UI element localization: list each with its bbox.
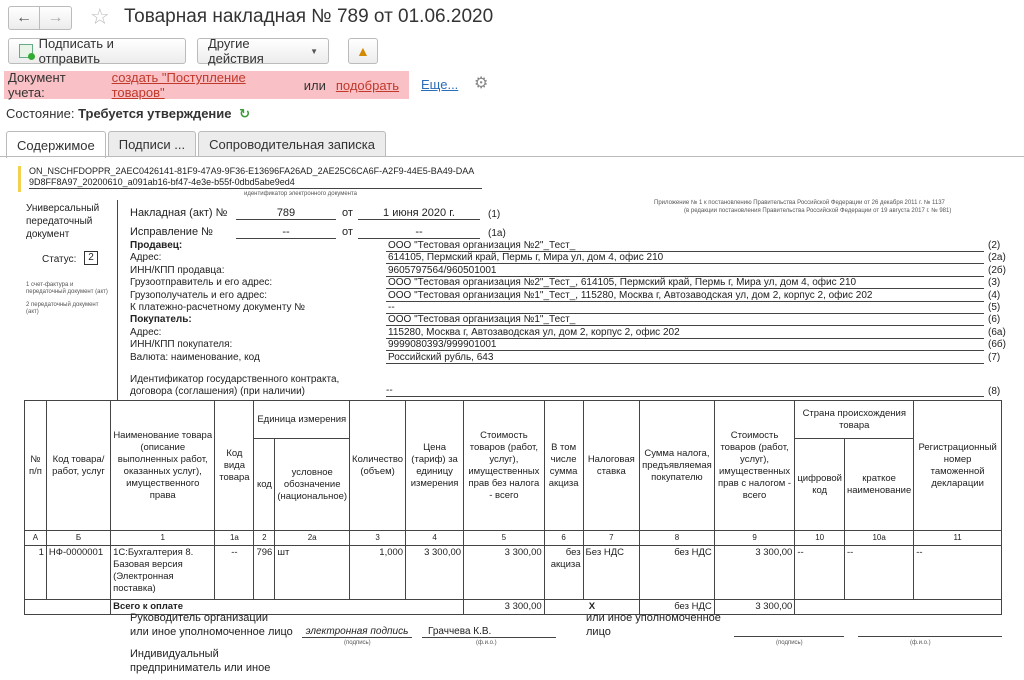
head-unit: Единица измерения [254, 401, 350, 439]
ip-label-2: предприниматель или иное [130, 662, 271, 674]
page-title: Товарная накладная № 789 от 01.06.2020 [124, 6, 494, 27]
total-blank-end [795, 600, 1002, 615]
head-country-code: цифровой код [795, 439, 845, 531]
party-row-num: (3) [988, 277, 1001, 288]
party-row-label: Валюта: наименование, код [130, 352, 260, 363]
party-row-value: 115280, Москва г, Автозаводская ул, дом 2, корпус 2, офис 202 [386, 327, 984, 339]
head-unit-name: условное обозначение (национальное) [275, 439, 350, 531]
tab-cover-note[interactable]: Сопроводительная записка [198, 131, 386, 157]
head-sum-no-tax: Стоимость товаров (работ, услуг), имущественных прав без налога - всего [464, 401, 545, 531]
other-person-2: лицо [586, 626, 611, 638]
total-sum-no-tax: 3 300,00 [464, 600, 545, 615]
other-fio-line [858, 636, 1002, 637]
head-qty: Количество (объем) [350, 401, 406, 531]
status-label: Статус: [42, 254, 77, 265]
party-row-label: Продавец: [130, 240, 183, 251]
state-line [6, 106, 250, 122]
party-row-value: ООО "Тестовая организация №1"_Тест_, 115280, Москва г, Автозаводская ул, дом 2, корпус 2, офис 202 [386, 290, 984, 302]
party-row-num: (2) [988, 240, 1001, 251]
party-row-label: ИНН/КПП покупателя: [130, 339, 233, 350]
party-row-value: 9999080393/999901001 [386, 339, 984, 351]
signer-name: Граччева К.В. [422, 626, 556, 638]
state-value: Требуется утверждение [78, 106, 232, 121]
party-row-num: (5) [988, 302, 1001, 313]
doc-id-caption: идентификатор электронного документа [243, 191, 358, 197]
idx-cell: 7 [583, 531, 640, 546]
party-row-num: (7) [988, 352, 1001, 363]
total-blank [25, 600, 111, 615]
or-text: или [303, 77, 326, 93]
idx-cell: 8 [640, 531, 715, 546]
idx-cell: 10 [795, 531, 845, 546]
doc-id-line2: 9D8FF8A97_20200610_a091ab16-bf47-4e3e-b55f-0dbd5abe9ed4 [29, 177, 482, 189]
party-row-label: Покупатель: [130, 314, 192, 325]
status-note-1: 1 счет-фактура и передаточный документ (акт) [26, 282, 108, 295]
tab-content[interactable]: Содержимое [6, 131, 106, 158]
party-row-num: (6а) [988, 327, 1006, 338]
party-row-num: (2а) [988, 252, 1006, 263]
item-sum-no-tax: 3 300,00 [464, 546, 545, 600]
total-total: 3 300,00 [714, 600, 795, 615]
arrow-left-icon: ← [16, 9, 32, 26]
invoice-date: 1 июня 2020 г. [358, 207, 480, 220]
item-country: -- [845, 546, 914, 600]
status-value: 2 [84, 251, 98, 265]
idx-cell: 4 [406, 531, 464, 546]
doc-identifier [18, 166, 482, 197]
idx-cell: 9 [714, 531, 795, 546]
head-total: Стоимость товаров (работ, услуг), имущественных прав с налогом - всего [714, 401, 795, 531]
idx-cell: 1 [111, 531, 215, 546]
table-row [25, 546, 1002, 600]
goods-table [24, 400, 1002, 615]
fix-date: -- [358, 226, 480, 239]
document-view [0, 160, 1024, 680]
doc-id-line1: ON_NSCHFDOPPR_2AEC0426141-81F9-47A9-9F36-E13696FA26AD_2AE25C6CA6F-A2F9-44E5-BA49-DAA [29, 166, 475, 176]
appendix-line2: (в редакции постановления Правительства Российской Федерации от 19 августа 2017 г. № 981) [684, 208, 952, 214]
hierarchy-icon: ▲ [356, 43, 370, 59]
account-document-bar [4, 71, 409, 99]
fio-caption: (ф.и.о.) [476, 640, 497, 646]
other-actions-button[interactable] [197, 38, 329, 64]
item-unit-code: 796 [254, 546, 275, 600]
item-code: НФ-0000001 [46, 546, 110, 600]
idx-cell: 11 [914, 531, 1002, 546]
item-excise: без акциза [544, 546, 583, 600]
head-num: № п/п [25, 401, 47, 531]
upd-title: Универсальный передаточный документ [26, 203, 100, 240]
invoice-num-ref: (1) [488, 209, 501, 220]
total-x: X [544, 600, 639, 615]
head-declaration: Регистрационный номер таможенной декларации [914, 401, 1002, 531]
other-fio-caption: (ф.и.о.) [910, 640, 931, 646]
item-name: 1С:Бухгалтерия 8. Базовая версия (Электронная поставка) [111, 546, 215, 600]
contract-label-1: Идентификатор государственного контракта, [130, 374, 340, 385]
idx-cell: 3 [350, 531, 406, 546]
other-person-1: или иное уполномоченное [586, 612, 721, 624]
nav-buttons [8, 6, 72, 30]
gear-icon[interactable]: ⚙ [474, 75, 489, 92]
title-bar [0, 0, 1024, 36]
other-sign-caption: (подпись) [776, 640, 803, 646]
sign-head-2: или иное уполномоченное лицо [130, 626, 293, 638]
sign-caption: (подпись) [344, 640, 371, 646]
head-price: Цена (тариф) за единицу измерения [406, 401, 464, 531]
party-row-label: Адрес: [130, 252, 162, 263]
party-row-value: ООО "Тестовая организация №1"_Тест_ [386, 314, 984, 326]
item-declaration: -- [914, 546, 1002, 600]
party-row-num: (4) [988, 290, 1001, 301]
item-qty: 1,000 [350, 546, 406, 600]
invoice-from: от [342, 207, 353, 219]
create-receipt-link[interactable]: создать "Поступление товаров" [111, 70, 246, 100]
party-row-num: (2б) [988, 265, 1006, 276]
party-row-num: (6б) [988, 339, 1006, 350]
star-icon[interactable]: ☆ [90, 4, 110, 29]
idx-cell: А [25, 531, 47, 546]
tab-divider [0, 156, 1024, 157]
head-country: Страна происхождения товара [795, 401, 914, 439]
item-country-code: -- [795, 546, 845, 600]
refresh-icon[interactable]: ↻ [239, 106, 251, 121]
status-note-2: 2 передаточный документ (акт) [26, 302, 99, 315]
head-country-name: краткое наименование [845, 439, 914, 531]
chevron-down-icon: ▼ [310, 46, 318, 56]
party-row-value: -- [386, 302, 984, 314]
state-label: Состояние: [6, 106, 75, 121]
fix-from: от [342, 226, 353, 238]
total-label: Всего к оплате [111, 600, 464, 615]
total-tax: без НДС [640, 600, 715, 615]
item-unit: шт [275, 546, 350, 600]
arrow-right-icon: → [47, 9, 64, 26]
party-row-value: Российский рубль, 643 [386, 352, 984, 364]
item-rate: Без НДС [583, 546, 640, 600]
fix-num-ref: (1а) [488, 228, 506, 239]
contract-value: -- [386, 385, 984, 397]
party-row-value: ООО "Тестовая организация №2"_Тест_, 614105, Пермский край, Пермь г, Мира ул, дом 4, офис 210 [386, 277, 984, 289]
structure-button[interactable] [348, 38, 378, 64]
party-row-label: Грузоотправитель и его адрес: [130, 277, 273, 288]
other-sign-line [734, 636, 844, 637]
item-price: 3 300,00 [406, 546, 464, 600]
index-row [25, 531, 1002, 546]
more-link[interactable]: Еще... [421, 77, 459, 92]
idx-cell: 6 [544, 531, 583, 546]
contract-num: (8) [988, 386, 1001, 397]
sign-send-button[interactable] [8, 38, 186, 64]
party-row-label: Адрес: [130, 327, 162, 338]
tab-signatures[interactable]: Подписи ... [108, 131, 196, 157]
party-row-label: Грузополучатель и его адрес: [130, 290, 267, 301]
party-row-value: 614105, Пермский край, Пермь г, Мира ул, дом 4, офис 210 [386, 252, 984, 264]
fix-number: -- [236, 226, 336, 239]
sign-send-label: Подписать и отправить [38, 36, 114, 66]
idx-cell: Б [46, 531, 110, 546]
party-row-value: 9605797564/960501001 [386, 265, 984, 277]
party-row-num: (6) [988, 314, 1001, 325]
other-actions-label: Другие действия [208, 36, 264, 66]
head-rate: Налоговая ставка [583, 401, 640, 531]
sign-head-1: Руководитель организации [130, 612, 269, 624]
electronic-signature: электронная подпись [302, 626, 412, 638]
item-kind: -- [215, 546, 254, 600]
contract-label-2: договора (соглашения) (при наличии) [130, 386, 305, 397]
idx-cell: 10а [845, 531, 914, 546]
item-total: 3 300,00 [714, 546, 795, 600]
upd-left-column [22, 200, 118, 400]
party-row-value: ООО "Тестовая организация №2"_Тест_ [386, 240, 984, 252]
idx-cell: 2 [254, 531, 275, 546]
idx-cell: 2а [275, 531, 350, 546]
back-button[interactable] [8, 6, 40, 30]
head-tax: Сумма налога, предъявляемая покупателю [640, 401, 715, 531]
head-excise: В том числе сумма акциза [544, 401, 583, 531]
idx-cell: 1а [215, 531, 254, 546]
party-row-label: К платежно-расчетному документу № [130, 302, 306, 313]
item-tax: без НДС [640, 546, 715, 600]
invoice-label: Накладная (акт) № [130, 207, 228, 219]
invoice-number: 789 [236, 207, 336, 220]
ip-label-1: Индивидуальный [130, 648, 219, 660]
head-name: Наименование товара (описание выполненных работ, оказанных услуг), имущественного права [111, 401, 215, 531]
tab-bar [6, 131, 388, 157]
idx-cell: 5 [464, 531, 545, 546]
fix-label: Исправление № [130, 226, 213, 238]
head-unit-code: код [254, 439, 275, 531]
sign-document-icon [19, 44, 33, 58]
item-num: 1 [25, 546, 47, 600]
forward-button[interactable] [40, 6, 72, 30]
head-code: Код товара/ работ, услуг [46, 401, 110, 531]
party-row-label: ИНН/КПП продавца: [130, 265, 225, 276]
account-doc-label: Документ учета: [8, 70, 66, 100]
head-kind: Код вида товара [215, 401, 254, 531]
appendix-line1: Приложение № 1 к постановлению Правительства Российской Федерации от 26 декабря 2011 г. № 1137 [654, 200, 945, 206]
pick-link[interactable]: подобрать [335, 77, 399, 93]
command-bar [0, 38, 1024, 66]
